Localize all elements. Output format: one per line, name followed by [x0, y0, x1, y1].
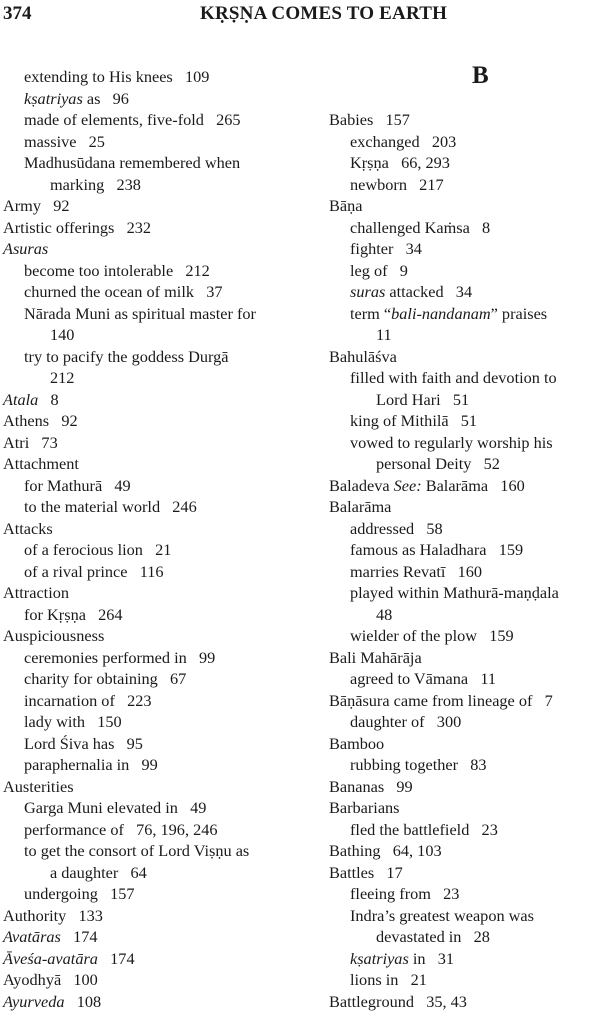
page-number: 374 [3, 3, 32, 24]
index-heading: Ayodhyā 100 [3, 970, 98, 989]
index-subentry: Indra’s greatest weapon was [350, 905, 534, 925]
italic-term: suras [350, 282, 386, 301]
index-heading: Attachment [3, 454, 79, 473]
index-heading [3, 948, 303, 970]
index-subentry: famous as Haladhara 159 [350, 540, 524, 559]
index-subentry: massive 25 [24, 131, 105, 151]
index-text: ” praises [490, 303, 548, 323]
index-heading [3, 389, 303, 411]
index-heading: Bananas 99 [329, 776, 413, 796]
index-subentry: agreed to Vāmana 11 [350, 669, 497, 688]
index-subentry: Nārada Muni as spiritual master for [24, 303, 256, 323]
section-letter: B [472, 62, 489, 89]
index-subentry [329, 281, 600, 303]
italic-term: Atala [3, 389, 39, 409]
index-subentry: rubbing together 83 [350, 755, 487, 774]
index-subentry: played within Mathurā-maṇḍala [350, 583, 559, 602]
index-subentry: king of Mithilā 51 [350, 411, 478, 430]
italic-term: Ayurveda [3, 991, 65, 1011]
index-subentry: marries Revatī 160 [350, 561, 483, 581]
index-continuation: 212 [50, 368, 75, 387]
index-heading: Bamboo [329, 733, 385, 753]
index-heading [3, 926, 303, 948]
index-subentry: incarnation of 223 [24, 690, 152, 710]
index-heading: Austerities [3, 776, 74, 796]
index-subentry: filled with faith and devotion to [350, 368, 557, 387]
index-subentry: of a rival prince 116 [24, 561, 164, 581]
index-continuation: personal Deity 52 [376, 454, 500, 473]
index-subentry: lady with 150 [24, 712, 122, 731]
index-heading: Bathing 64, 103 [329, 841, 442, 860]
index-subentry: challenged Kaṁsa 8 [350, 217, 491, 237]
index-text: attacked 34 [385, 282, 473, 301]
index-heading: Barbarians [329, 798, 400, 817]
italic-term: Avatāras [3, 927, 61, 946]
index-subentry: wielder of the plow 159 [350, 626, 514, 645]
index-continuation: a daughter 64 [50, 862, 147, 882]
index-heading [329, 475, 600, 497]
index-heading: Authority 133 [3, 905, 103, 925]
index-subentry: lions in 21 [350, 970, 427, 989]
index-subentry: to get the consort of Lord Viṣṇu as [24, 841, 250, 860]
index-continuation: Lord Hari 51 [376, 389, 470, 409]
index-subentry: churned the ocean of milk 37 [24, 282, 223, 301]
index-subentry: Madhusūdana remembered when [24, 153, 241, 172]
index-column-right [329, 109, 600, 1012]
index-subentry [329, 303, 600, 325]
index-heading: Artistic offerings 232 [3, 217, 152, 237]
index-text: Baladeva [329, 475, 394, 495]
index-heading [3, 991, 303, 1013]
index-text: 108 [64, 991, 102, 1011]
index-subentry: for Kṛṣṇa 264 [24, 604, 123, 624]
index-heading: Attraction [3, 583, 70, 602]
index-heading: Atri 73 [3, 432, 58, 452]
index-subentry: try to pacify the goddess Durgā [24, 346, 229, 366]
index-subentry: leg of 9 [350, 260, 408, 280]
index-heading: Battles 17 [329, 862, 403, 882]
italic-term: Asuras [3, 239, 49, 258]
index-heading: Babies 157 [329, 110, 410, 129]
index-heading: Attacks [3, 518, 53, 538]
index-heading: Balarāma [329, 497, 392, 516]
index-heading: Bāṇa [329, 196, 363, 215]
index-heading: Bali Mahārāja [329, 647, 422, 667]
index-heading: Bāṇāsura came from lineage of 7 [329, 690, 553, 710]
index-subentry: for Mathurā 49 [24, 475, 131, 495]
running-title: KṚṢṆA COMES TO EARTH [200, 3, 448, 24]
index-subentry: daughter of 300 [350, 712, 462, 731]
index-subentry: fighter 34 [350, 239, 422, 258]
index-continuation: 48 [376, 604, 393, 624]
italic-term: bali-nandanam [391, 303, 491, 323]
index-subentry: Garga Muni elevated in 49 [24, 798, 207, 817]
index-subentry: ceremonies performed in 99 [24, 647, 216, 667]
index-subentry: newborn 217 [350, 174, 444, 194]
index-heading: Athens 92 [3, 411, 78, 430]
italic-term: See: [393, 475, 422, 495]
italic-term: kṣatriyas [350, 948, 409, 968]
index-text: as 96 [82, 88, 129, 108]
index-subentry: addressed 58 [350, 518, 443, 538]
index-text: 174 [60, 927, 98, 946]
italic-term: kṣatriyas [24, 88, 83, 108]
running-header [0, 0, 600, 28]
index-continuation: 140 [50, 325, 75, 344]
index-subentry: fled the battlefield 23 [350, 819, 498, 839]
index-subentry: performance of 76, 196, 246 [24, 819, 218, 839]
index-subentry: fleeing from 23 [350, 884, 460, 903]
index-continuation: devastated in 28 [376, 927, 490, 946]
index-subentry: extending to His knees 109 [24, 67, 210, 86]
index-subentry: Lord Śiva has 95 [24, 733, 143, 753]
index-subentry: undergoing 157 [24, 884, 135, 903]
index-text: term “ [350, 303, 392, 323]
index-heading: Bahulāśva [329, 346, 397, 366]
index-heading: Army 92 [3, 196, 70, 215]
index-subentry: become too intolerable 212 [24, 260, 210, 280]
index-text: 174 [97, 948, 135, 968]
index-subentry: exchanged 203 [350, 131, 457, 151]
index-heading: Auspiciousness [3, 626, 105, 645]
index-subentry: vowed to regularly worship his [350, 432, 553, 452]
index-text: in 31 [408, 948, 455, 968]
index-text: 8 [38, 389, 59, 409]
index-subentry: to the material world 246 [24, 497, 197, 516]
index-subentry: paraphernalia in 99 [24, 755, 158, 774]
index-subentry: Kṛṣṇa 66, 293 [350, 153, 450, 172]
index-subentry: made of elements, five-fold 265 [24, 110, 241, 129]
index-subentry [3, 88, 303, 110]
italic-term: Āveśa-avatāra [3, 948, 98, 968]
index-text: Balarāma 160 [421, 475, 525, 495]
index-continuation: 11 [376, 325, 392, 344]
index-column-left [3, 66, 303, 1012]
index-heading [3, 238, 303, 260]
index-subentry: of a ferocious lion 21 [24, 540, 172, 559]
index-heading: Battleground 35, 43 [329, 991, 467, 1011]
index-subentry: charity for obtaining 67 [24, 669, 187, 688]
index-continuation: marking 238 [50, 174, 141, 194]
index-subentry [329, 948, 600, 970]
